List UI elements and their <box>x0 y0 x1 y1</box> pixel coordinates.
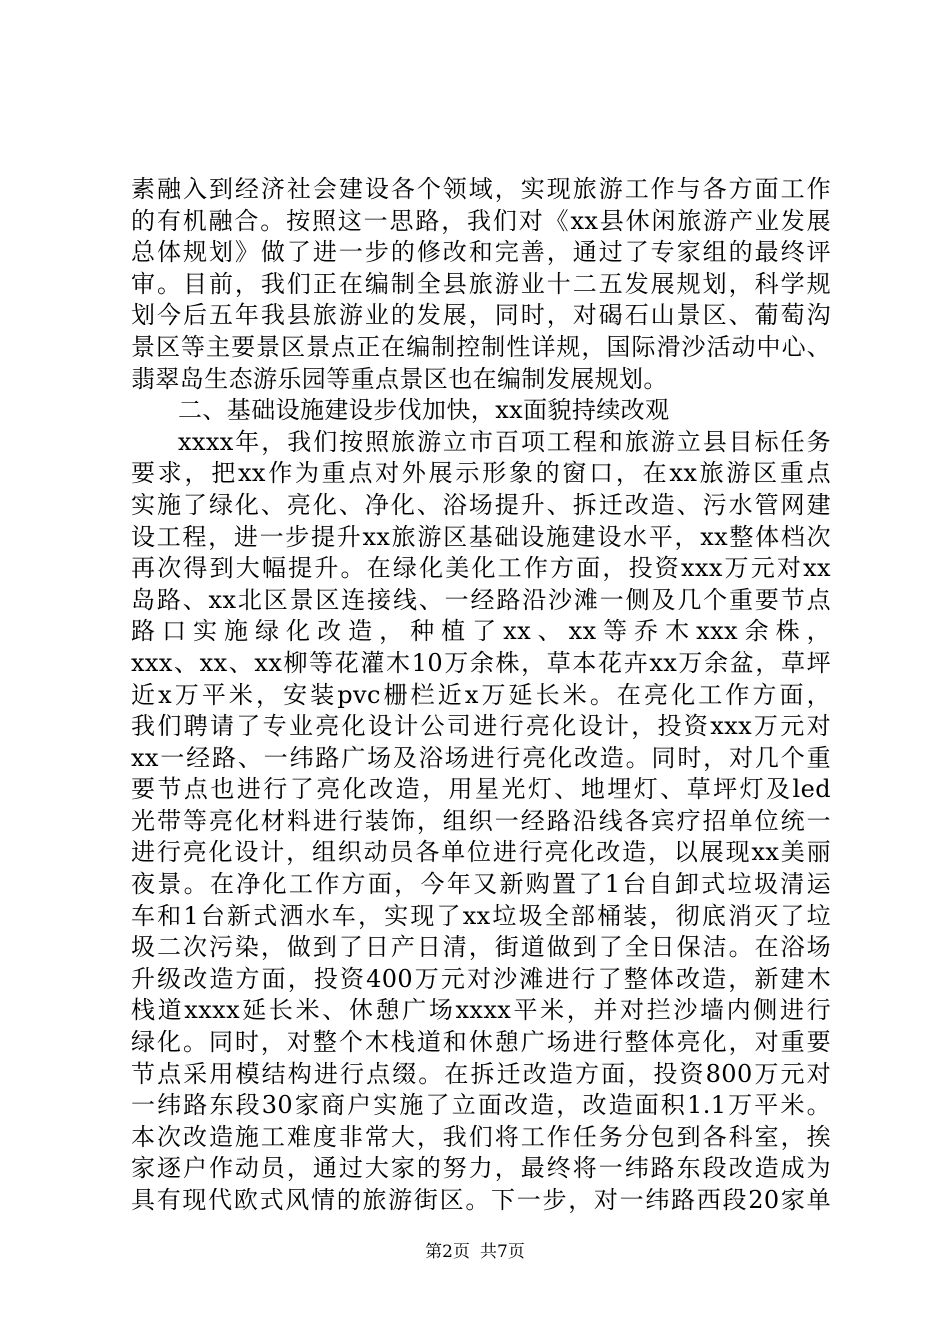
text-line: xx一经路、一纬路广场及浴场进行亮化改造。同时，对几个重 <box>131 743 831 772</box>
text-line: 绿化。同时，对整个木栈道和休憩广场进行整体亮化，对重要 <box>131 1028 831 1057</box>
text-line: 再次得到大幅提升。在绿化美化工作方面，投资xxx万元对xx <box>131 554 831 583</box>
text-line: 要节点也进行了亮化改造，用星光灯、地埋灯、草坪灯及led <box>131 775 831 804</box>
text-line: xxx、xx、xx柳等花灌木10万余株，草本花卉xx万余盆，草坪 <box>131 648 831 677</box>
text-line: 素融入到经济社会建设各个领域，实现旅游工作与各方面工作 <box>131 175 831 203</box>
text-line: 栈道xxxx延长米、休憩广场xxxx平米，并对拦沙墙内侧进行 <box>131 996 831 1025</box>
text-line: 一纬路东段30家商户实施了立面改造，改造面积1.1万平米。 <box>131 1091 831 1120</box>
text-line: 圾二次污染，做到了日产日清，街道做到了全日保洁。在浴场 <box>131 933 831 962</box>
text-line: 景区等主要景区景点正在编制控制性详规，国际滑沙活动中心、 <box>131 332 831 361</box>
page-total: 共7页 <box>480 1242 525 1262</box>
text-line: 车和1台新式洒水车，实现了xx垃圾全部桶装，彻底消灭了垃 <box>131 901 831 930</box>
text-line: 审。目前，我们正在编制全县旅游业十二五发展规划，科学规 <box>131 269 831 298</box>
text-line: 升级改造方面，投资400万元对沙滩进行了整体改造，新建木 <box>131 964 831 993</box>
text-line: 的有机融合。按照这一思路，我们对《xx县休闲旅游产业发展 <box>131 206 831 235</box>
page-footer <box>0 1241 950 1263</box>
text-line: 夜景。在净化工作方面，今年又新购置了1台自卸式垃圾清运 <box>131 870 831 899</box>
text-line: 进行亮化设计，组织动员各单位进行亮化改造，以展现xx美丽 <box>131 838 831 867</box>
text-line: 近x万平米，安装pvc栅栏近x万延长米。在亮化工作方面， <box>131 680 831 709</box>
text-line: 家逐户作动员，通过大家的努力，最终将一纬路东段改造成为 <box>131 1154 831 1183</box>
text-line: 路口实施绿化改造，种植了xx、xx等乔木xxx余株， <box>131 617 831 646</box>
page-number: 第2页 <box>425 1242 470 1262</box>
document-body <box>131 174 831 1217</box>
text-line: 划今后五年我县旅游业的发展，同时，对碣石山景区、葡萄沟 <box>131 301 831 330</box>
text-line: 实施了绿化、亮化、净化、浴场提升、拆迁改造、污水管网建 <box>131 490 831 519</box>
text-line: 具有现代欧式风情的旅游街区。下一步，对一纬路西段20家单 <box>131 1186 831 1214</box>
text-line: 岛路、xx北区景区连接线、一经路沿沙滩一侧及几个重要节点 <box>131 585 831 614</box>
text-line: 要求，把xx作为重点对外展示形象的窗口，在xx旅游区重点 <box>131 459 831 488</box>
text-line: 我们聘请了专业亮化设计公司进行亮化设计，投资xxx万元对 <box>131 712 831 741</box>
text-line: 翡翠岛生态游乐园等重点景区也在编制发展规划。 <box>131 364 668 393</box>
text-line: 设工程，进一步提升xx旅游区基础设施建设水平，xx整体档次 <box>131 522 831 551</box>
text-line: 节点采用模结构进行点缀。在拆迁改造方面，投资800万元对 <box>131 1059 831 1088</box>
text-line: xxxx年，我们按照旅游立市百项工程和旅游立县目标任务 <box>178 427 831 456</box>
text-line: 光带等亮化材料进行装饰，组织一经路沿线各宾疗招单位统一 <box>131 806 831 835</box>
text-line: 总体规划》做了进一步的修改和完善，通过了专家组的最终评 <box>131 238 831 267</box>
text-line: 本次改造施工难度非常大，我们将工作任务分包到各科室，挨 <box>131 1122 831 1151</box>
section-heading: 二、基础设施建设步伐加快，xx面貌持续改观 <box>178 396 670 425</box>
